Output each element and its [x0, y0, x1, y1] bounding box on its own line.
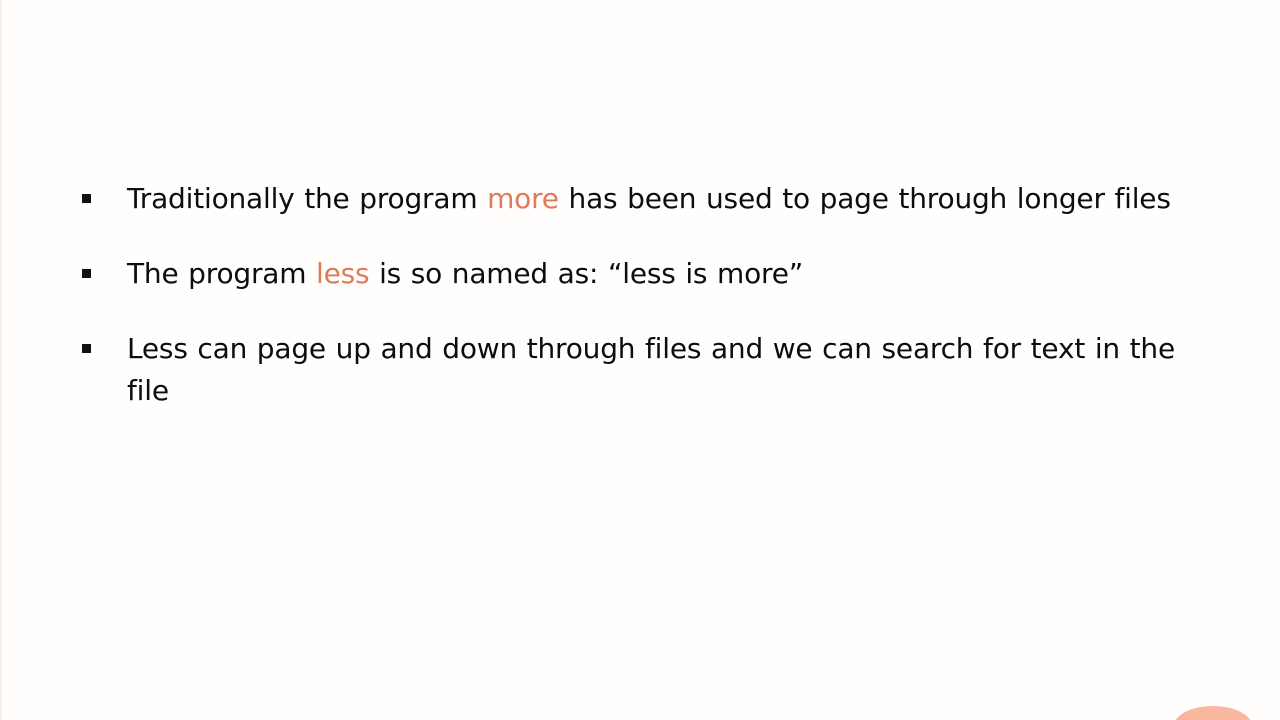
- bullet-item-search: [2, 328, 1280, 412]
- highlighted-command: less: [316, 257, 370, 290]
- bullet-text-before: The program: [127, 257, 316, 290]
- bullet-text-after: is so named as: “less is more”: [369, 257, 804, 290]
- bullet-text: Less can page up and down through files and we can search for text in the file: [127, 332, 1175, 407]
- square-bullet-icon: [82, 269, 91, 278]
- square-bullet-icon: [82, 344, 91, 353]
- square-bullet-icon: [82, 194, 91, 203]
- bullet-text-before: Traditionally the program: [127, 182, 488, 215]
- slide-title-fragment: [507, 0, 547, 2]
- bullet-item-more: [2, 178, 1280, 220]
- highlighted-command: more: [487, 182, 559, 215]
- bullet-item-less: [2, 253, 1280, 295]
- bullet-list: [2, 178, 1280, 412]
- bullet-text-after: has been used to page through longer files: [558, 182, 1171, 215]
- corner-decoration: [1174, 706, 1252, 720]
